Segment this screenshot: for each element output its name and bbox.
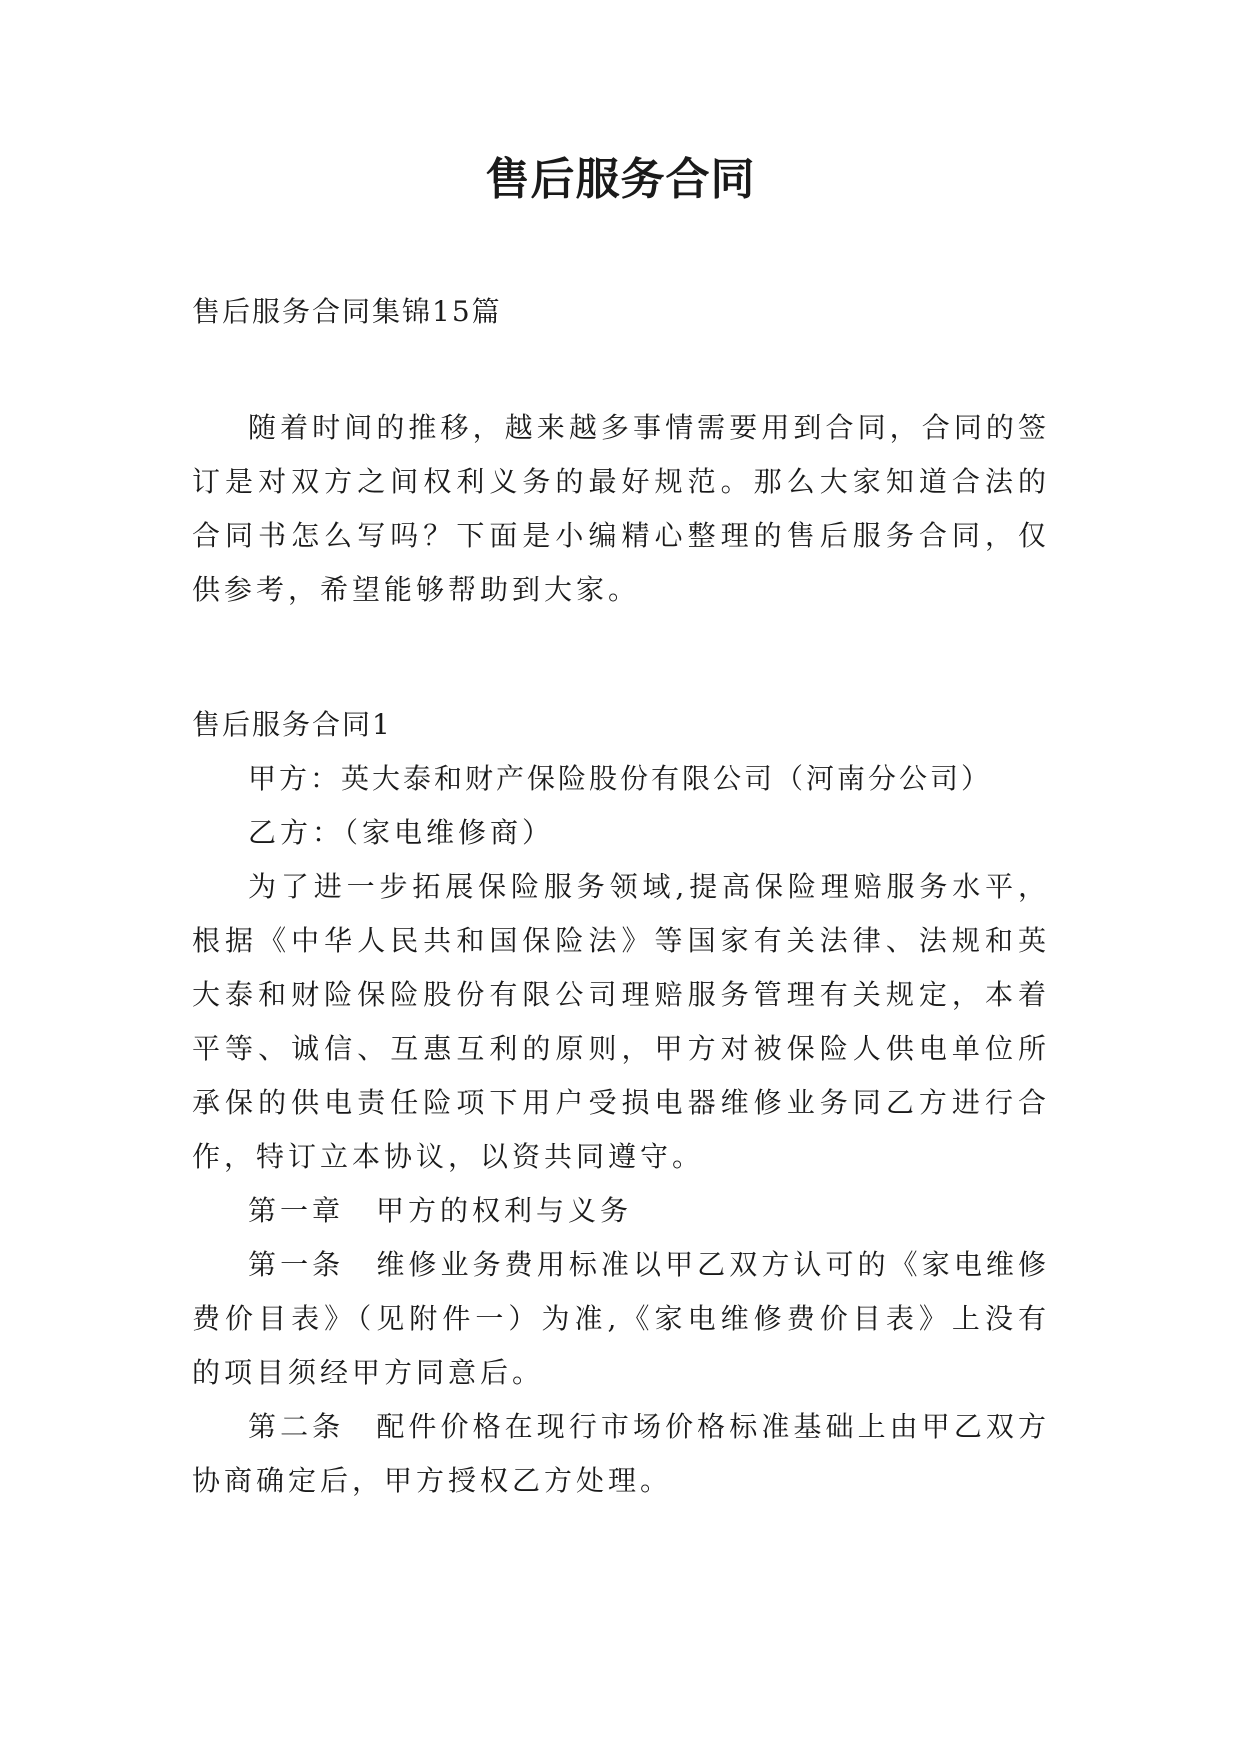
document-title: 售后服务合同: [485, 154, 756, 205]
intro-block: [192, 401, 1050, 617]
section-title: 售后服务合同1: [192, 708, 392, 741]
party-a: 甲方：英大泰和财产保险股份有限公司（河南分公司）: [248, 762, 993, 795]
contract-body: [192, 752, 1050, 1508]
intro-paragraph: 随着时间的推移，越来越多事情需要用到合同，合同的签订是对双方之间权利义务的最好规范。那么大家知道合法的合同书怎么写吗？下面是小编精心整理的售后服务合同，仅供参考，希望能够帮助到大家。: [192, 411, 1050, 606]
preamble-paragraph: 为了进一步拓展保险服务领域,提高保险理赔服务水平，根据《中华人民共和国保险法》等国家有关法律、法规和英大泰和财险保险股份有限公司理赔服务管理有关规定，本着平等、诚信、互惠互利的原则，甲方对被保险人供电单位所承保的供电责任险项下用户受损电器维修业务同乙方进行合作，特订立本协议，以资共同遵守。: [192, 870, 1050, 1173]
article-2: 第二条 配件价格在现行市场价格标准基础上由甲乙双方协商确定后，甲方授权乙方处理。: [192, 1410, 1050, 1497]
document-subtitle: 售后服务合同集锦15篇: [192, 295, 502, 328]
chapter-heading: 第一章 甲方的权利与义务: [248, 1194, 633, 1227]
article-1: 第一条 维修业务费用标准以甲乙双方认可的《家电维修费价目表》（见附件一）为准,《家电维修费价目表》上没有的项目须经甲方同意后。: [192, 1248, 1050, 1389]
party-b: 乙方：（家电维修商）: [248, 816, 555, 849]
